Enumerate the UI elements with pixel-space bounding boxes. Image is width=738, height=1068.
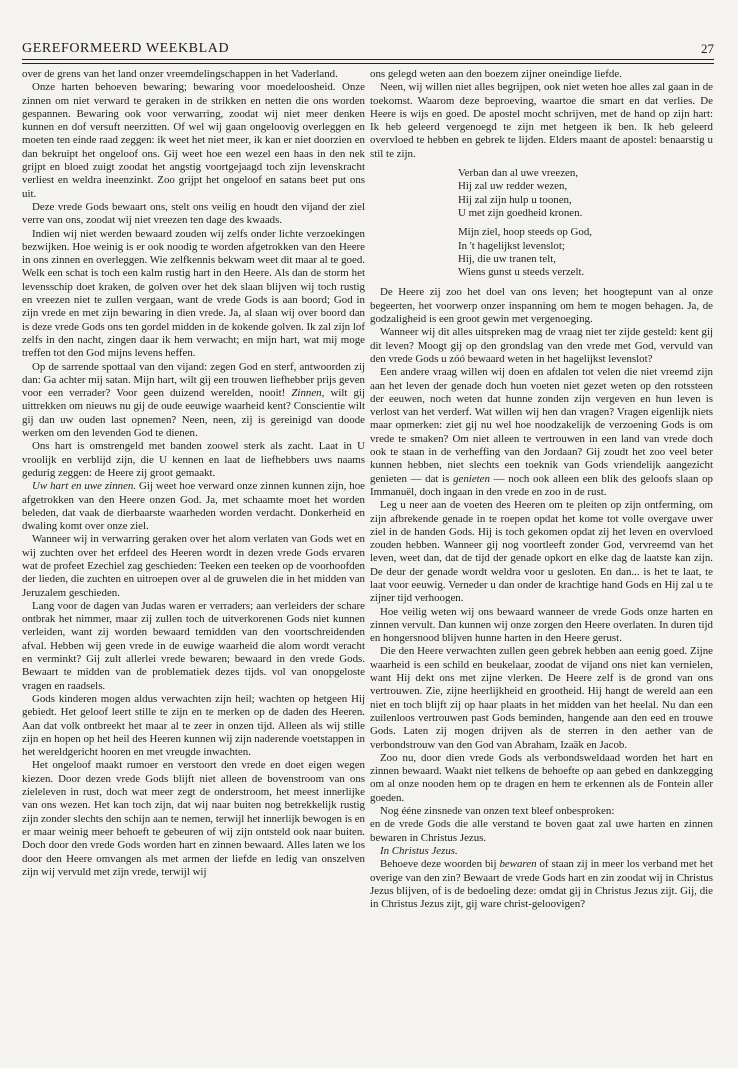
text-run: Behoeve deze woorden bij (380, 858, 497, 871)
paragraph (22, 361, 365, 441)
paragraph (370, 805, 713, 818)
text-run: Lang voor de dagen van Judas waren er verraders; aan verleiders der schare ontbrak het nimmer, maar zij zullen toch de uitverkorenen Gods niet kunnen verleiden, want zij worden bewaard temidden van den voortschreidenden afval. Hebben wij geen vrede in de euwige waarheid die alom wordt veracht en verminkt? Gij zult allerlei vrede bewaren; bewaard in den vrede Gods. Bewaart te midden van de problematiek dezes tijds. vol van onopgeloste vragen en raadsels. (22, 599, 365, 692)
text-run: Nog ééne zinsnede van onzen text bleef onbesproken: (380, 805, 615, 818)
poem-stanza (458, 167, 713, 220)
paragraph (370, 286, 713, 326)
paragraph (370, 645, 713, 751)
paragraph (370, 606, 713, 646)
paragraph (370, 818, 713, 845)
text-run: Die den Heere verwachten zullen geen gebrek hebben aan eenig goed. Zijne waarheid is een schild en beukelaar, zoodat de vijand ons niet kan vernielen, want Hij dekt ons met zijne vlerken. De Heere zelf is de grond van ons vertrouwen. Zie, zijne heerlijkheid en grootheid. Hij hangt de wereld aan een niet en toch blijft zij op haar plaats in het midden van het heelal. Nu dan een zuilenloos vertrouwen past Gods beminden, hangende aan den eed en trouwe Gods. Laten zij mogen drijven als de sterren in den aether van de verbondstrouw van den God van Abraham, Izaäk en Jacob. (370, 645, 713, 751)
left-column (22, 68, 365, 1064)
paragraph (370, 81, 713, 161)
poem-line: Hij, die uw tranen telt, (458, 252, 556, 265)
paragraph (22, 81, 365, 201)
text-run: Zoo nu, door dien vrede Gods als verbondsweldaad worden het hart en zinnen bewaard. Waakt niet telkens de behoefte op aan gebed en dankzegging om al onze nooden hem op te dragen en hem te erkennen als de Fontein aller goeden. (370, 751, 713, 804)
text-run: Gods kinderen mogen aldus verwachten zijn heil; wachten op hetgeen Hij gebiedt. Het geloof leert stille te zijn en te merken op de daden des Heeren. Aan dat volk ontbreekt het maar al te zeer in onzen tijd. Alleen als wij stille zijn en hopen op het heil des Heeren kunnen wij zijn naderende voetstappen in het wereldgericht hooren en met vreugde inwachten. (22, 692, 365, 759)
header-rule-thin (22, 63, 714, 64)
right-column-intro (370, 68, 713, 161)
poem-line: U met zijn goedheid kronen. (458, 206, 583, 219)
header-rule-thick (22, 59, 714, 60)
text-run: Onze harten behoeven bewaring; bewaring voor moedeloosheid. Onze zinnen om niet verward te geraken in de strikken en netten die ons worden gespannen. Bewaring ook voor verwarring, zoodat wij niet meer denken kunnen en dof versuft neerzitten. Of wel wij gaan ongeloovig overleggen en moeten ten einde raad zeggen: ik weet het niet meer, ik kan er niet doorzien en dan bekruipt het ongeloof ons. Gij weet hoe een wezel een haas in den nek grijpt en bloed zuigt zoodat het angstig voortgejaagd toch zijn levenskracht verliest en weldra ineenzinkt. Zoo grijpt het ongeloof en satans beet put ons uit. (22, 81, 365, 200)
text-run: of staan zij in meer los verband met het overige van den zin? Bewaart de vrede Gods hart en zin zoodat wij in Christus Jezus blijven, of is de bedoeling deze: omdat gij in Christus Jezus zijt. Gij, die in Christus Jezus zijt, gij ware christ-geloovigen? (370, 858, 713, 911)
paragraph (22, 68, 365, 81)
poem-stanza (458, 226, 713, 279)
poem-line: Hij zal uw redder wezen, (458, 180, 568, 193)
text-run: Neen, wij willen niet alles begrijpen, ook niet weten hoe alles zal gaan in de toekomst. Waarom deze beproeving, waartoe die smart en dat verlies. De Heere is wijs en goed. De apostel mocht schrijven, met de hand op zijn hart: Ik heb geleerd vergenoegd te zijn met hetgeen ik ben. Ik heb geleerd overvloed te hebben en gebrek te lijden. Elders maant de apostel: benaarstig u stil te zijn. (370, 81, 713, 160)
text-run: In Christus Jezus. (380, 844, 458, 857)
paragraph (22, 693, 365, 759)
text-run: — noch ook alleen een blik des geloofs slaan op Immanuël, doch ingaan in den vrede en zoo in de rust. (370, 472, 713, 498)
text-run: ons gelegd weten aan den boezem zijner oneindige liefde. (370, 68, 622, 80)
text-run: Leg u neer aan de voeten des Heeren om te pleiten op zijn ontferming, om zijn afbrekende genade in te roepen opdat het kome tot volle overgave uwer ziel in de handen Gods. Hij is toch gekomen opdat zij het leven en overvloed zouden hebben. Wanneer gij nog voortleeft zonder God, vervreemd van het leven, weet dan, dat de tijd der genade opkort en elke dag de laatste kan zijn. De deur der genade wordt weldra voor u gesloten. En dan... is het te laat, te laat voor eeuwig. Verneder u dan onder de krachtige hand Gods en Hij zal u te zijner tijd verhoogen. (370, 499, 713, 605)
text-run: Deze vrede Gods bewaart ons, stelt ons veilig en houdt den vijand der ziel verre van ons, zoodat wij niet vreezen ten dage des kwaads. (22, 200, 365, 227)
text-run: wilt gij uittrekken om nieuws nu gij de oude eeuwige waarheid kent? Conscientie wilt gij dan uw ouden last opnemen? Neen, neen, zij is gereinigd van doode werken om den levenden God te dienen. (22, 387, 365, 440)
text-run: en de vrede Gods die alle verstand te boven gaat zal uwe harten en zinnen bewaren in Christus Jezus. (370, 818, 713, 844)
text-run: De Heere zij zoo het doel van ons leven; het hoogtepunt van al onze begeerten, het voorwerp onzer inspanning om hem te mogen behagen. Ja, de godzaligheid is een groot gewin met vergenoeging. (370, 286, 713, 326)
emphasis-text: Zinnen, (291, 387, 325, 400)
paragraph (22, 480, 365, 533)
poem-line: Mijn ziel, hoop steeds op God, (458, 226, 593, 239)
running-header (22, 39, 714, 59)
text-run: Het ongeloof maakt rumoer en verstoort den vrede en doet eigen wegen kiezen. Door dezen vrede Gods blijft niet alleen de bovenstroom van ons zieleleven in rust, doch wat meer zegt de onderstroom, het meest innerlijke van ons wezen. Het kan toch zijn, dat wij naar buiten nog betrekkelijk rustig zijn zonder slechts den schijn aan te nemen, terwijl het innerlijk bewogen is en er maar weinig meer behoeft te gebeuren of wij zijn ontsteld ook naar buiten. Doch door den vrede Gods worden hart en zinnen bewaard. Alles laten we los door den Heere omvangen als met armen der liefde en ledig van onszelven zijn wij vervuld met zijn vrede, terwijl wij (22, 759, 365, 878)
right-column (370, 68, 713, 1064)
text-run: Hoe veilig weten wij ons bewaard wanneer de vrede Gods onze harten en zinnen vervult. Dan kunnen wij onze zorgen den Heere overlaten. In duren tijd en hongersnood blijven hunne harten in den Heere gerust. (370, 605, 713, 645)
poem-line: Wiens gunst u steeds verzelt. (458, 266, 585, 279)
text-run: Ons hart is omstrengeld met banden zoowel sterk als zacht. Laat in U vroolijk en verblijd zijn, die U kennen en laat de liefhebbers uws naams gedurig zeggen: de Heere zij groot gemaakt. (22, 440, 365, 479)
paragraph (22, 533, 365, 599)
paragraph (22, 759, 365, 879)
emphasis-text: genieten (453, 472, 490, 485)
paragraph (370, 68, 713, 81)
text-run: Gij weet hoe verward onze zinnen kunnen zijn, hoe afgetrokken van den Heere onzen God. Ja, met schaamte moet het worden beleden, dat vaak de dierbaarste waarheden worden verdacht. Donkerheid en dwaling komt over onze ziel. (22, 480, 365, 533)
text-run: Een andere vraag willen wij doen en afdalen tot velen die niet vreemd zijn aan het leven der genade doch hun voeten niet gezet weten op den rotssteen der eeuwen, noch weten dat hunne zonden zijn vergeven en hun leven is verlost van het verderf. Wat willen wij hen dan vragen? Vragen eigenlijk niets maar opmerken: ziet gij nu wel hoe noodzakelijk de verzoening Gods is om vrede te smaken? Om niet alleen te vertrouwen in een land van vrede doch ook te staan in de verheffing van den Jordaan? Gij zoudt het zoo veel beter kunnen hebben, niet slechts een toeknik van Gods vriendelijk aangezicht genieten — dat is (370, 366, 713, 485)
paragraph (22, 600, 365, 693)
paragraph (22, 228, 365, 361)
poem-line: In 't hagelijkst levenslot; (458, 239, 565, 252)
publication-title: GEREFORMEERD WEEKBLAD (22, 41, 230, 56)
emphasis-text: bewaren (499, 858, 537, 871)
paragraph (370, 499, 713, 605)
paragraph (370, 366, 713, 499)
emphasis-text: Uw hart en uwe zinnen. (32, 480, 137, 493)
page-number: 27 (701, 41, 714, 56)
right-column-body (370, 286, 713, 911)
paragraph (22, 440, 365, 480)
paragraph (370, 326, 713, 366)
poem-line: Verban dan al uwe vreezen, (458, 167, 579, 180)
poem-line: Hij zal zijn hulp u toonen, (458, 193, 572, 206)
paragraph (370, 858, 713, 911)
text-run: Wanneer wij dit alles uitspreken mag de vraag niet ter zijde gesteld: kent gij dit leven? Moogt gij op den grondslag van den vrede met God, vervuld van den vrede Gods u zóó bewaard weten in het hagelijkst levenslot? (370, 326, 713, 365)
poem (458, 167, 713, 279)
text-run: Op de sarrende spottaal van den vijand: zegen God en sterf, antwoorden zij dan: Ga achter mij satan. Mijn hart, wilt gij een trouwen liefhebber prijs geven voor een verrader? Voor geen duizend werelden, nooit! (22, 360, 365, 400)
text-run: Indien wij niet werden bewaard zouden wij zelfs onder lichte verzoekingen bezwijken. Hoe weinig is er ook noodig te worden afgetrokken van den Heere in ons zinnen en overleggen. Wie zelfkennis bekwam weet dit maar al te goed. Welk een schat is toch een kalm rustig hart in den Heere. Als dan de storm het levensschip doet kraken, de golven over het dek slaan blijven wij toch rustig en vreezen niet te zullen vergaan, want de vrede Gods is aan boord; God in zijn vrede en met zijn bewaring in dien vrede. Ja, al slaan wij over boord dan is deze vrede Gods ons ten gordel midden in de kokende golven. Ik zal zijn lof zelfs in den nacht, zingen daar ik hem verwacht; en mijn hart, wat mij moge treffen tot den God mijns levens heffen. (22, 227, 365, 360)
text-run: over de grens van het land onzer vreemdelingschappen in het Vaderland. (22, 68, 338, 80)
paragraph (370, 845, 713, 858)
paragraph (22, 201, 365, 228)
text-run: Wanneer wij in verwarring geraken over het alom verlaten van Gods wet en wij zuchten over het erfdeel des Heeren wordt in dezen vrede Gods ervaren wat de profeet Ezechiel zag geschieden: Teeken een teeken op de voorhoofden der lieden, die zuchten en uitroepen over al de gruwelen die in het midden van Jeruzalem geschieden. (22, 533, 365, 599)
paragraph (370, 752, 713, 805)
